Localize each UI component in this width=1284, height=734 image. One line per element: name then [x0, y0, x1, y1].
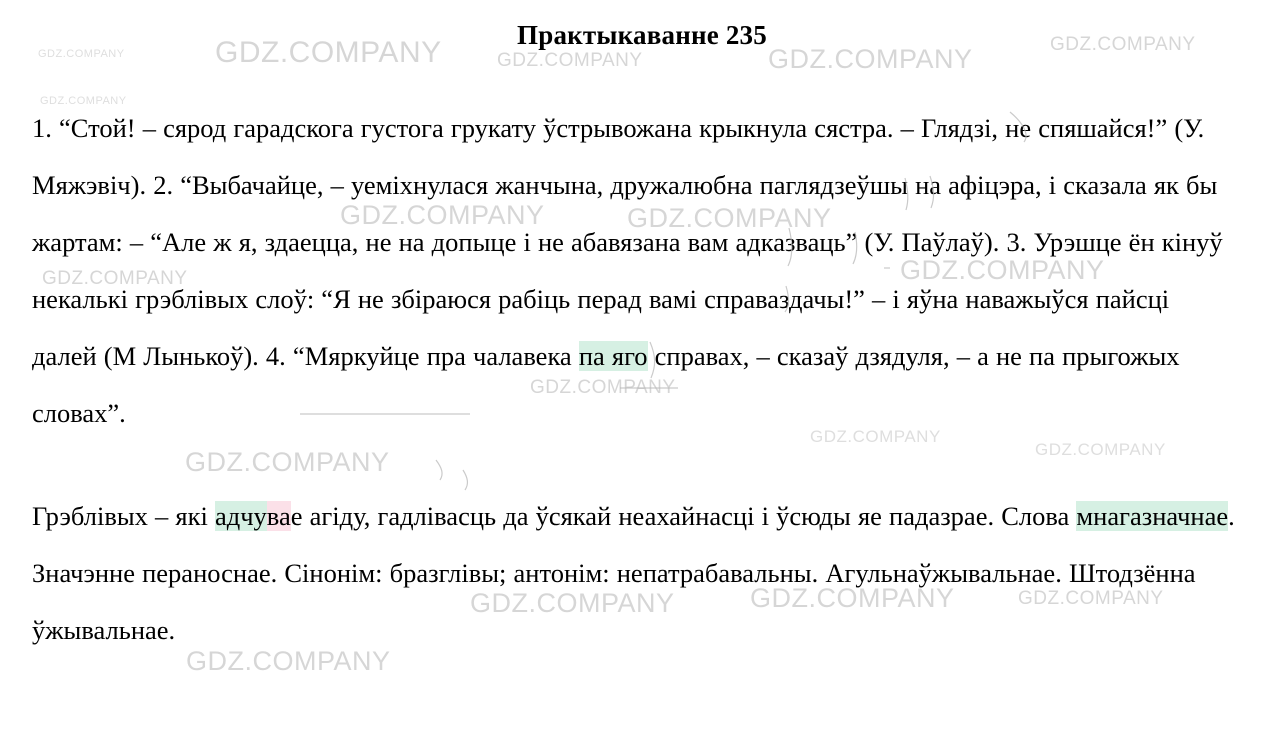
watermark: GDZ.COMPANY: [185, 447, 390, 477]
segment-highlight-pink: ва: [266, 501, 291, 531]
segment-text: 1. “Стой! – сярод гарадскога густога грукату ўстрывожана крыкнула сястра. – Глядзі, не спяшайся!” (У. Мяжэвіч). 2. “Выбачайце, – уеміхнулася жанчына, дружалюбна паглядзеўшы на афіцэра, і сказала як бы жартам: – “Але ж я, здаецца, не на допыце і не абавязана вам адказваць” (У. Паўлаў). 3. Урэшце ён кінуў некалькі грэблівых слоў: “Я не збіраюся рабіць перад вамі справаздачы!” – і яўна наважыўся пайсці далей (М Лынькоў). 4. “Мяркуйце пра чалавека: [32, 113, 1223, 371]
segment-text: Грэблівых – які: [32, 501, 215, 531]
watermark: GDZ.COMPANY: [627, 203, 832, 233]
segment-text: е агіду, гадлівасць да ўсякай неахайнасці і ўсюды яе падазрае. Слова: [290, 501, 1077, 531]
page-title: Практыкаванне 235: [517, 20, 767, 50]
watermark: GDZ.COMPANY: [810, 427, 941, 446]
watermark: GDZ.COMPANY: [1018, 588, 1164, 609]
segment-highlight-green: па яго: [578, 341, 648, 371]
watermark: GDZ.COMPANY: [900, 255, 1105, 285]
paragraph-exercise: [32, 100, 1237, 442]
watermark: GDZ.COMPANY: [530, 377, 676, 398]
watermark: GDZ.COMPANY: [340, 200, 545, 230]
segment-highlight-green: мнагазначнае: [1076, 501, 1229, 531]
watermark: GDZ.COMPANY: [768, 44, 973, 74]
paragraph-definition: [32, 488, 1237, 659]
watermark: GDZ.COMPANY: [470, 588, 675, 618]
watermark: GDZ.COMPANY: [42, 268, 188, 289]
watermark: GDZ.COMPANY: [186, 646, 391, 676]
watermark: GDZ.COMPANY: [750, 583, 955, 613]
watermark: GDZ.COMPANY: [1050, 34, 1196, 55]
watermark: GDZ.COMPANY: [40, 95, 127, 107]
segment-text: . Значэнне пераноснае. Сінонім: бразглівы; антонім: непатрабавальны. Агульнаўжывальнае. Штодзённа ўжывальнае.: [32, 501, 1235, 645]
watermark: GDZ.COMPANY: [497, 50, 643, 71]
segment-text: справах, – сказаў дзядуля, – а не па прыгожых словах”.: [32, 341, 1180, 428]
segment-highlight-green: адчу: [214, 501, 267, 531]
watermark: GDZ.COMPANY: [38, 48, 125, 60]
watermark: GDZ.COMPANY: [1035, 440, 1166, 459]
document-body: [32, 100, 1237, 659]
watermark: GDZ.COMPANY: [215, 36, 442, 69]
